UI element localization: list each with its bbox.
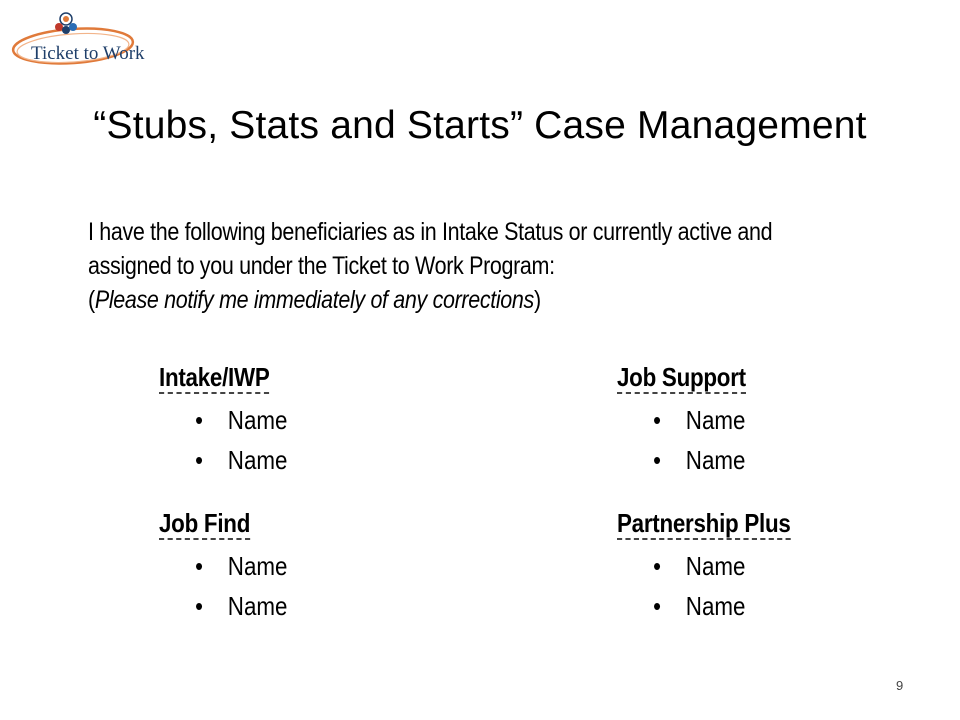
bullet-icon: • xyxy=(653,591,661,621)
list-item-label: Name xyxy=(227,591,288,621)
section-heading: Job Find xyxy=(159,508,251,538)
slide-title: “Stubs, Stats and Starts” Case Management xyxy=(93,104,867,147)
bullet-icon: • xyxy=(195,591,203,621)
section-heading: Partnership Plus xyxy=(617,508,791,538)
section-heading: Job Support xyxy=(617,362,746,392)
page-number: 9 xyxy=(896,678,904,693)
list-item xyxy=(617,546,791,586)
list-item xyxy=(159,546,287,586)
section-partnership-plus xyxy=(617,508,791,626)
intro-line-2: assigned to you under the Ticket to Work Program: xyxy=(88,252,555,280)
intro-notice: Please notify me immediately of any corrections xyxy=(94,286,534,314)
bullet-icon: • xyxy=(195,445,203,475)
list-item-label: Name xyxy=(685,551,746,581)
intro-line-3 xyxy=(88,283,776,317)
name-list xyxy=(159,546,287,626)
list-item xyxy=(617,440,746,480)
bullet-icon: • xyxy=(653,445,661,475)
intro-line-1: I have the following beneficiaries as in Intake Status or currently active and xyxy=(88,218,773,246)
list-item-label: Name xyxy=(227,445,288,475)
ticket-to-work-logo xyxy=(8,6,158,74)
section-job-support xyxy=(617,362,746,480)
name-list xyxy=(617,400,746,480)
list-item-label: Name xyxy=(227,551,288,581)
list-item xyxy=(617,400,746,440)
list-item xyxy=(617,586,791,626)
intro-paragraph xyxy=(88,215,776,317)
bullet-icon: • xyxy=(195,551,203,581)
list-item-label: Name xyxy=(685,445,746,475)
intro-paren-close: ) xyxy=(533,286,541,314)
name-list xyxy=(159,400,287,480)
bullet-icon: • xyxy=(653,405,661,435)
bullet-icon: • xyxy=(195,405,203,435)
list-item-label: Name xyxy=(227,405,288,435)
section-heading: Intake/IWP xyxy=(159,362,270,392)
name-list xyxy=(617,546,791,626)
list-item xyxy=(159,400,287,440)
logo-text: Ticket to Work xyxy=(31,43,145,64)
bullet-icon: • xyxy=(653,551,661,581)
list-item xyxy=(159,440,287,480)
section-job-find xyxy=(159,508,287,626)
section-intake-iwp xyxy=(159,362,287,480)
list-item-label: Name xyxy=(685,405,746,435)
list-item xyxy=(159,586,287,626)
intro-paren-open: ( xyxy=(88,286,95,314)
list-item-label: Name xyxy=(685,591,746,621)
